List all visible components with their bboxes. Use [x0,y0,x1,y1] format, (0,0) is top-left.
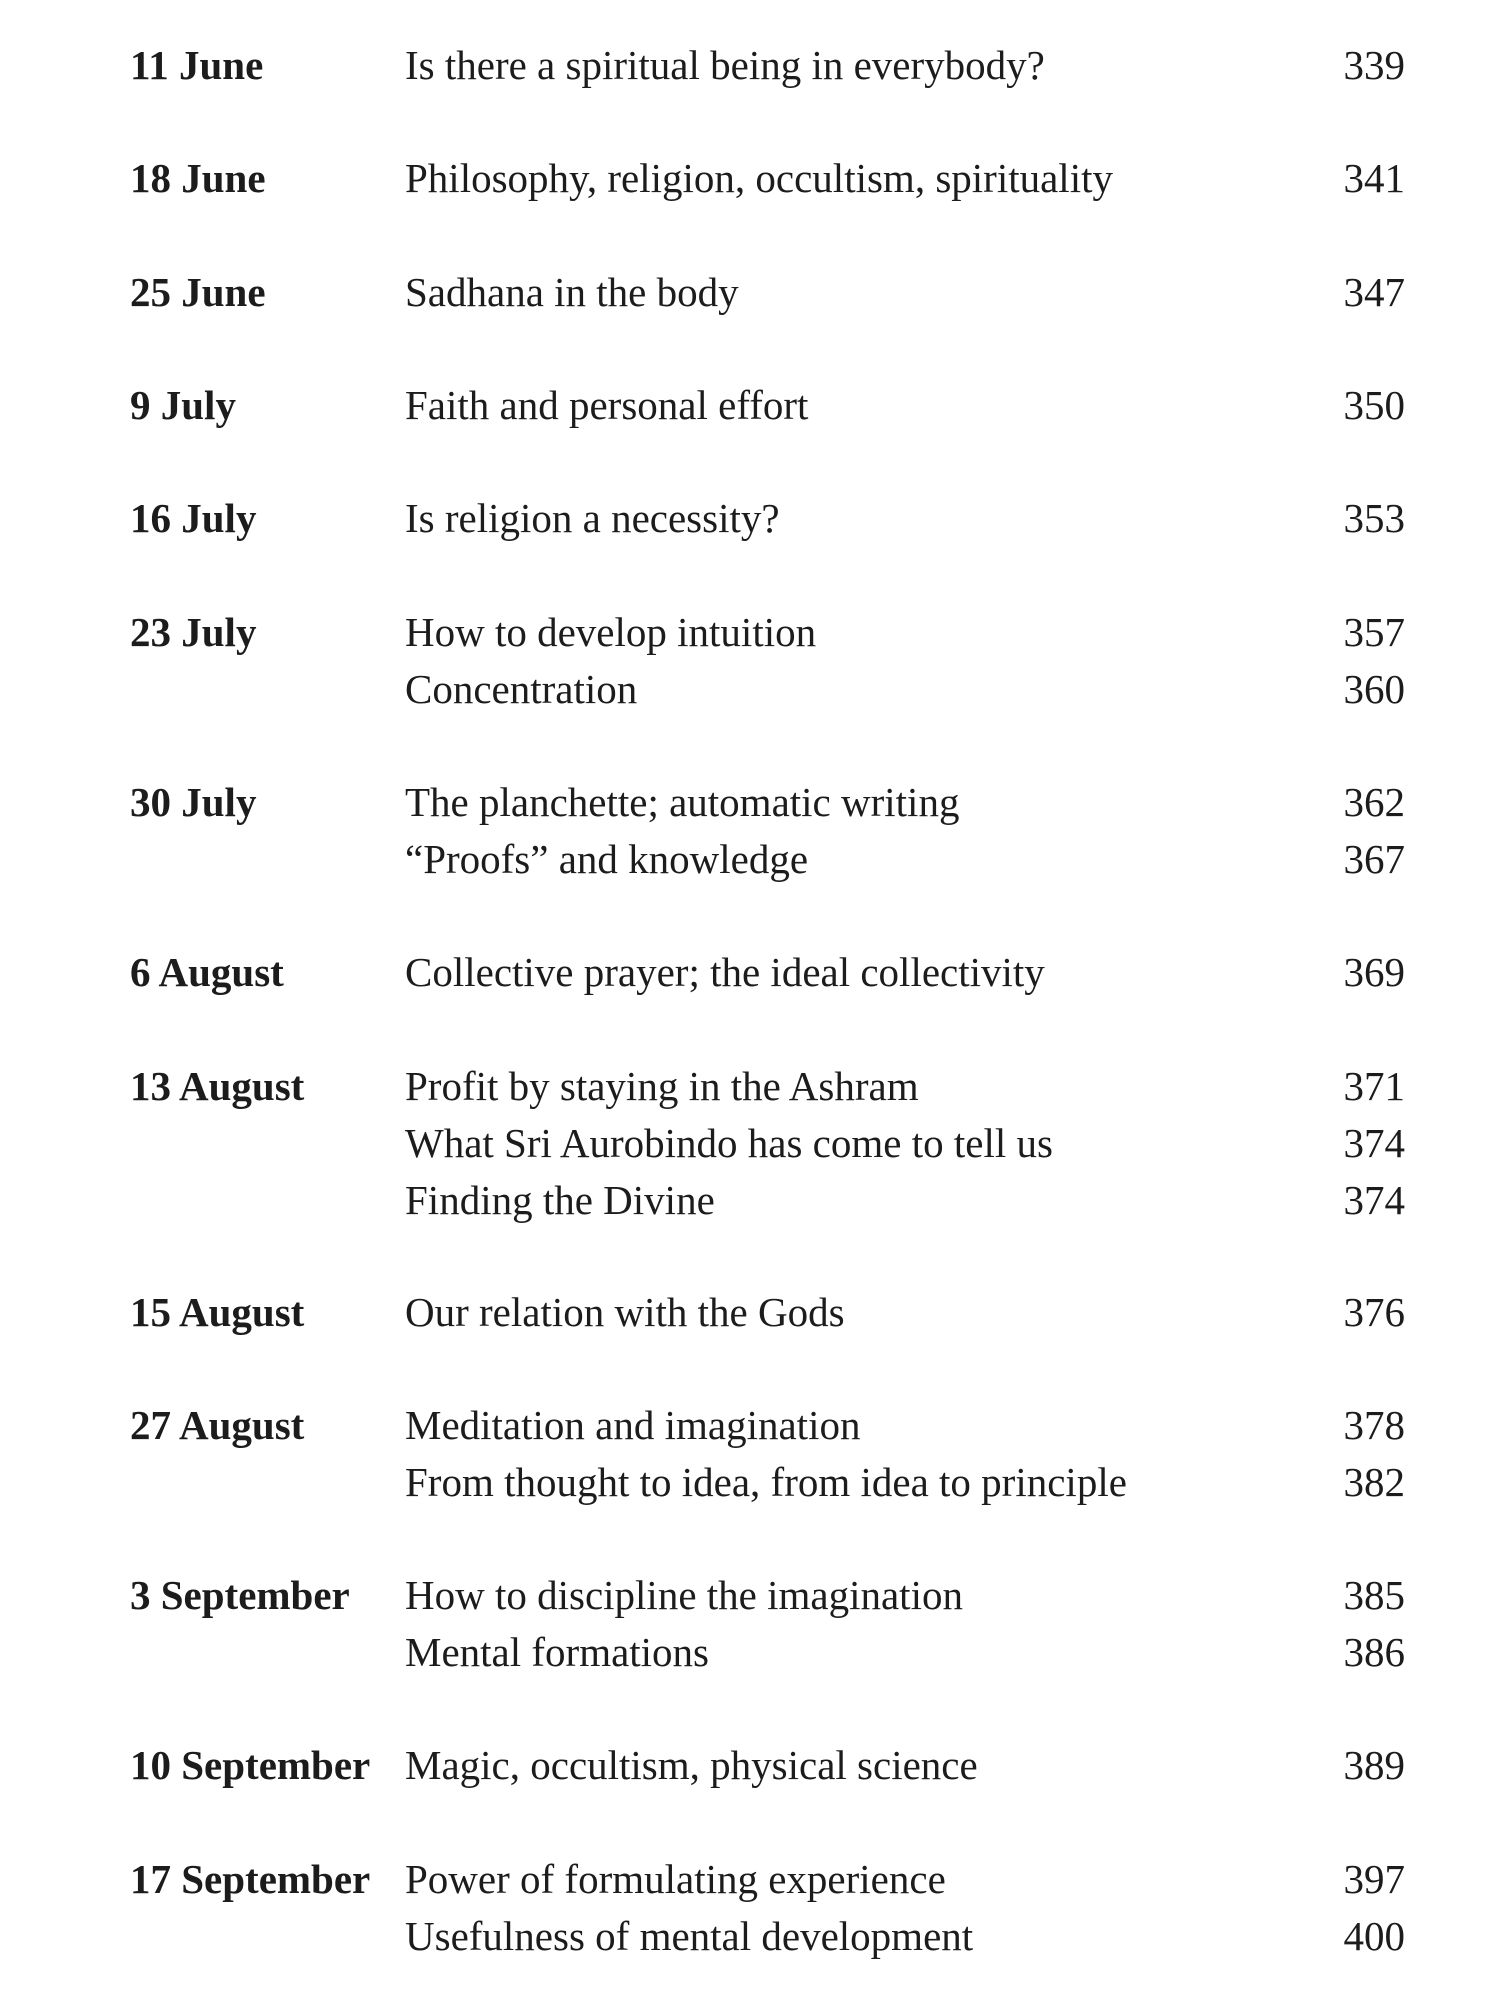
entry-page-number: 376 [1343,1289,1405,1335]
entry-date: 23 July [130,609,257,655]
entry-page-number: 362 [1343,779,1405,825]
entry-date: 17 September [130,1856,371,1902]
entry-page-number: 389 [1343,1742,1405,1788]
entry-page-number: 369 [1343,949,1405,995]
entry-date: 18 June [130,155,266,201]
entry-topic-title: Mental formations [405,1629,710,1675]
entry-date: 11 June [130,42,264,88]
entry-page-number: 382 [1343,1459,1405,1505]
entry-page-number: 350 [1343,382,1405,428]
entry-topic-title: Is there a spiritual being in everybody? [405,42,1045,88]
entry-page-number: 386 [1343,1629,1405,1675]
entry-page-number: 371 [1343,1063,1405,1109]
entry-page-number: 385 [1343,1572,1405,1618]
entry-topic-title: Sadhana in the body [405,269,739,315]
entry-date: 10 September [130,1742,371,1788]
entry-topic-title: Is religion a necessity? [405,495,780,541]
entry-page-number: 360 [1343,666,1405,712]
entry-topic-title: Philosophy, religion, occultism, spirituality [405,155,1113,201]
entry-topic-title: How to develop intuition [405,609,817,655]
entry-topic-title: Profit by staying in the Ashram [405,1063,919,1109]
entry-page-number: 397 [1343,1856,1405,1902]
entry-topic-title: Usefulness of mental development [405,1913,974,1959]
entry-topic-title: Finding the Divine [405,1177,715,1223]
entry-date: 13 August [130,1063,305,1109]
entry-page-number: 339 [1343,42,1405,88]
entry-date: 25 June [130,269,266,315]
entry-topic-title: What Sri Aurobindo has come to tell us [405,1120,1053,1166]
entry-topic-title: Power of formulating experience [405,1856,946,1902]
entry-date: 6 August [130,949,284,995]
entry-page-number: 341 [1343,155,1405,201]
entry-page-number: 374 [1343,1177,1405,1223]
entry-topic-title: How to discipline the imagination [405,1572,963,1618]
entry-date: 16 July [130,495,257,541]
entry-topic-title: Concentration [405,666,638,712]
entry-topic-title: Our relation with the Gods [405,1289,845,1335]
entry-date: 9 July [130,382,236,428]
entry-topic-title: Magic, occultism, physical science [405,1742,978,1788]
entry-page-number: 400 [1343,1913,1405,1959]
entry-date: 30 July [130,779,257,825]
entry-topic-title: From thought to idea, from idea to principle [405,1459,1127,1505]
entry-date: 15 August [130,1289,305,1335]
entry-topic-title: Faith and personal effort [405,382,809,428]
entry-topic-title: Meditation and imagination [405,1402,861,1448]
entry-date: 3 September [130,1572,350,1618]
entry-page-number: 374 [1343,1120,1405,1166]
entry-topic-title: Collective prayer; the ideal collectivity [405,949,1045,995]
entry-page-number: 357 [1343,609,1405,655]
entry-date: 27 August [130,1402,305,1448]
entry-topic-title: The planchette; automatic writing [405,779,960,825]
entry-page-number: 353 [1343,495,1405,541]
entry-page-number: 347 [1343,269,1405,315]
entry-page-number: 378 [1343,1402,1405,1448]
entry-page-number: 367 [1343,836,1405,882]
entry-topic-title: “Proofs” and knowledge [405,836,809,882]
